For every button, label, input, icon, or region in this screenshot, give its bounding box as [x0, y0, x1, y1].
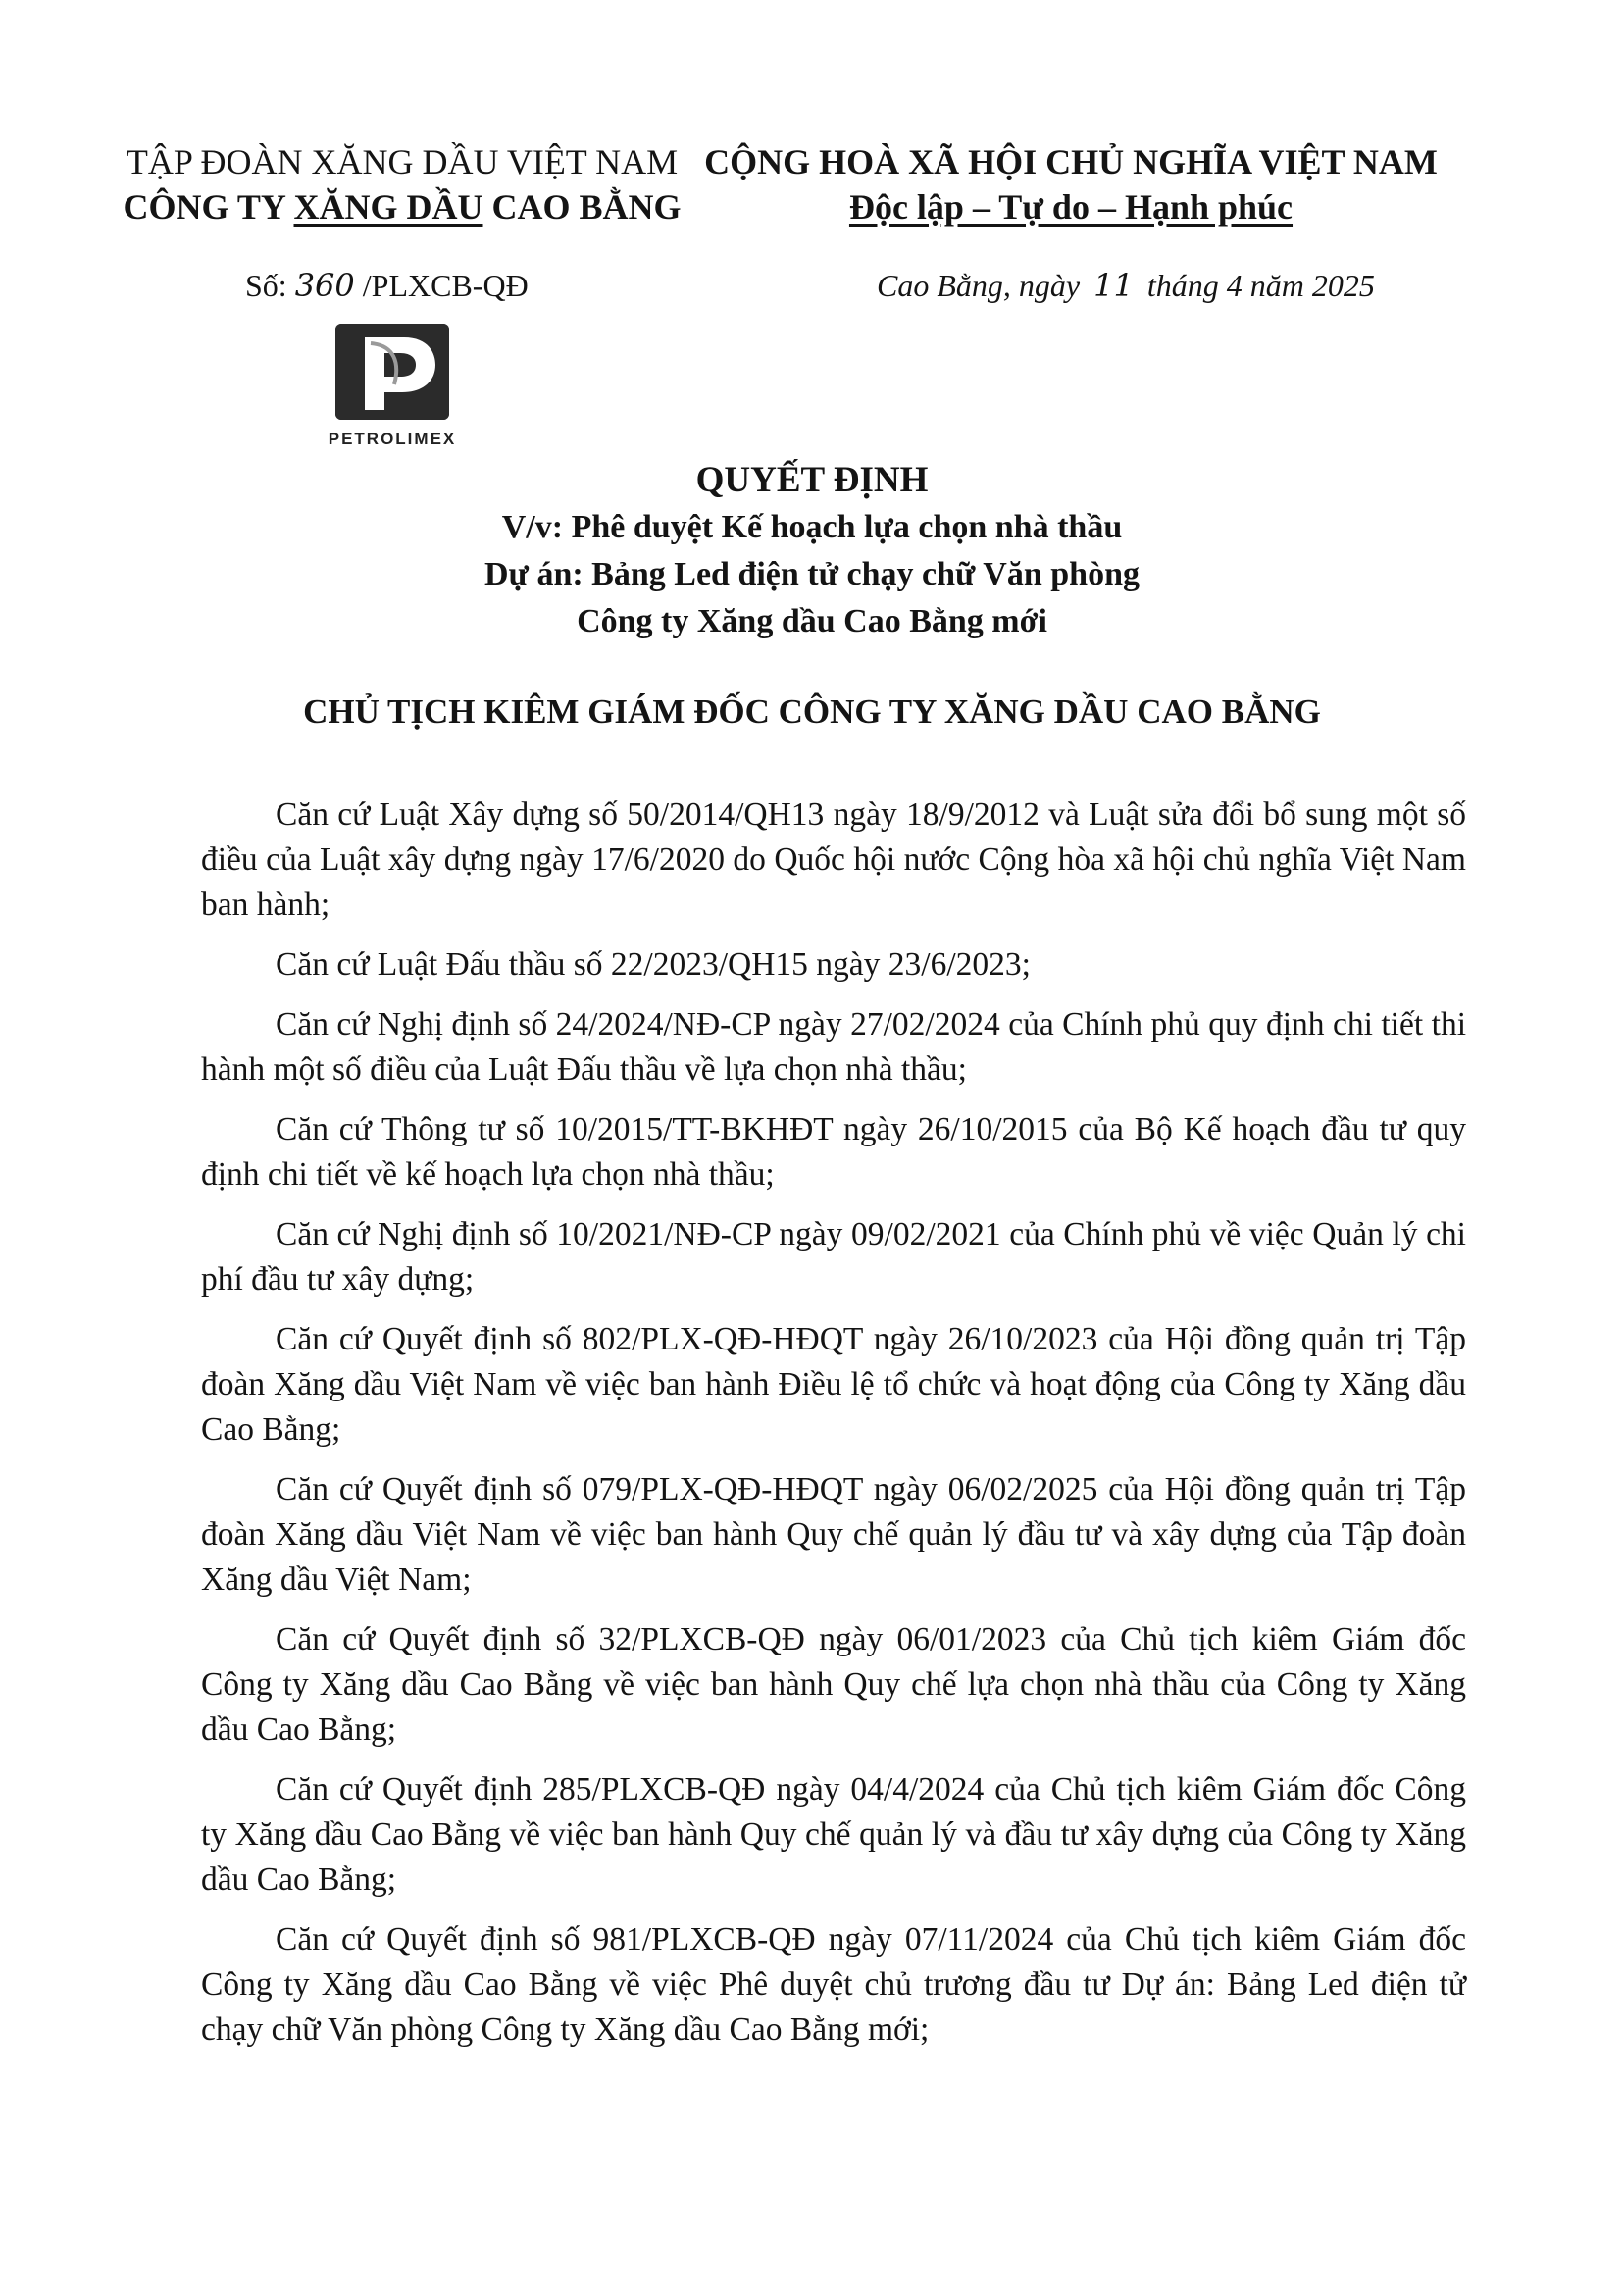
legal-basis-paragraph: Căn cứ Quyết định số 802/PLX-QĐ-HĐQT ngày 26/10/2023 của Hội đồng quản trị Tập đoàn Xăng dầu Việt Nam về việc ban hành Điều lệ tổ chức và hoạt động của Công ty Xăng dầu Cao Bằng; [201, 1321, 1466, 1448]
legal-basis-paragraph: Căn cứ Luật Xây dựng số 50/2014/QH13 ngày 18/9/2012 và Luật sửa đổi bổ sung một số điều của Luật xây dựng ngày 17/6/2020 do Quốc hội nước Cộng hòa xã hội chủ nghĩa Việt Nam ban hành; [201, 796, 1466, 923]
parent-organization: TẬP ĐOÀN XĂNG DẦU VIỆT NAM [126, 142, 679, 181]
legal-basis-paragraph: Căn cứ Thông tư số 10/2015/TT-BKHĐT ngày 26/10/2015 của Bộ Kế hoạch đầu tư quy định chi tiết về kế hoạch lựa chọn nhà thầu; [201, 1111, 1466, 1193]
company-name-prefix: CÔNG TY [123, 187, 294, 227]
legal-basis-paragraph: Căn cứ Luật Đấu thầu số 22/2023/QH15 ngày 23/6/2023; [276, 946, 1031, 983]
legal-basis-paragraph: Căn cứ Quyết định 285/PLXCB-QĐ ngày 04/4/2024 của Chủ tịch kiêm Giám đốc Công ty Xăng dầu Cao Bằng về việc ban hành Quy chế quản lý và đầu tư xây dựng của Công ty Xăng dầu Cao Bằng; [201, 1771, 1466, 1898]
document-number-suffix: /PLXCB-QĐ [354, 268, 529, 303]
legal-basis-paragraph: Căn cứ Nghị định số 10/2021/NĐ-CP ngày 09/02/2021 của Chính phủ về việc Quản lý chi phí đầu tư xây dựng; [201, 1216, 1466, 1298]
national-title: CỘNG HOÀ XÃ HỘI CHỦ NGHĨA VIỆT NAM [704, 142, 1438, 181]
company-name-underlined: XĂNG DẦU [293, 187, 483, 227]
decision-subject-line-1: V/v: Phê duyệt Kế hoạch lựa chọn nhà thầu [501, 509, 1123, 545]
petrolimex-logo [309, 324, 476, 449]
organization-header [98, 139, 706, 229]
national-motto-text: Độc lập – Tự do – Hạnh phúc [848, 187, 1294, 227]
document-number-handwritten: 360 [294, 267, 355, 304]
decision-subject-line-3: Công ty Xăng dầu Cao Bằng mới [577, 603, 1047, 639]
document-number-prefix: Số: [245, 268, 295, 303]
legal-basis-paragraph: Căn cứ Quyết định số 079/PLX-QĐ-HĐQT ngày 06/02/2025 của Hội đồng quản trị Tập đoàn Xăng dầu Việt Nam về việc ban hành Quy chế quản lý đầu tư và xây dựng của Tập đoàn Xăng dầu Việt Nam; [201, 1471, 1466, 1598]
decision-subject-line-2: Dự án: Bảng Led điện tử chạy chữ Văn phòng [483, 556, 1140, 592]
legal-basis-paragraph: Căn cứ Nghị định số 24/2024/NĐ-CP ngày 27/02/2024 của Chính phủ quy định chi tiết thi hành một số điều của Luật Đấu thầu về lựa chọn nhà thầu; [201, 1006, 1466, 1088]
decision-heading: QUYẾT ĐỊNH [695, 460, 929, 500]
legal-basis-paragraph: Căn cứ Quyết định số 32/PLXCB-QĐ ngày 06/01/2023 của Chủ tịch kiêm Giám đốc Công ty Xăng dầu Cao Bằng về việc ban hành Quy chế lựa chọn nhà thầu của Công ty Xăng dầu Cao Bằng; [201, 1621, 1466, 1748]
company-name-suffix: CAO BẰNG [482, 187, 682, 227]
document-body [201, 792, 1466, 2067]
issuing-authority: CHỦ TỊCH KIÊM GIÁM ĐỐC CÔNG TY XĂNG DẦU CAO BẰNG [303, 692, 1321, 731]
national-motto [698, 184, 1444, 229]
date-prefix: Cao Bằng, ngày [877, 268, 1081, 303]
logo-caption: PETROLIMEX [328, 430, 457, 448]
date-day-handwritten: 11 [1093, 267, 1134, 304]
document-number [245, 267, 529, 304]
document-date [877, 267, 1375, 304]
petrolimex-logo-icon [335, 324, 449, 420]
decision-title-block [0, 457, 1624, 645]
national-header [698, 139, 1444, 229]
date-suffix: tháng 4 năm 2025 [1146, 268, 1375, 303]
legal-basis-paragraph: Căn cứ Quyết định số 981/PLXCB-QĐ ngày 07/11/2024 của Chủ tịch kiêm Giám đốc Công ty Xăng dầu Cao Bằng về việc Phê duyệt chủ trương đầu tư Dự án: Bảng Led điện tử chạy chữ Văn phòng Công ty Xăng dầu Cao Bằng mới; [201, 1921, 1466, 2048]
company-name [98, 184, 706, 229]
